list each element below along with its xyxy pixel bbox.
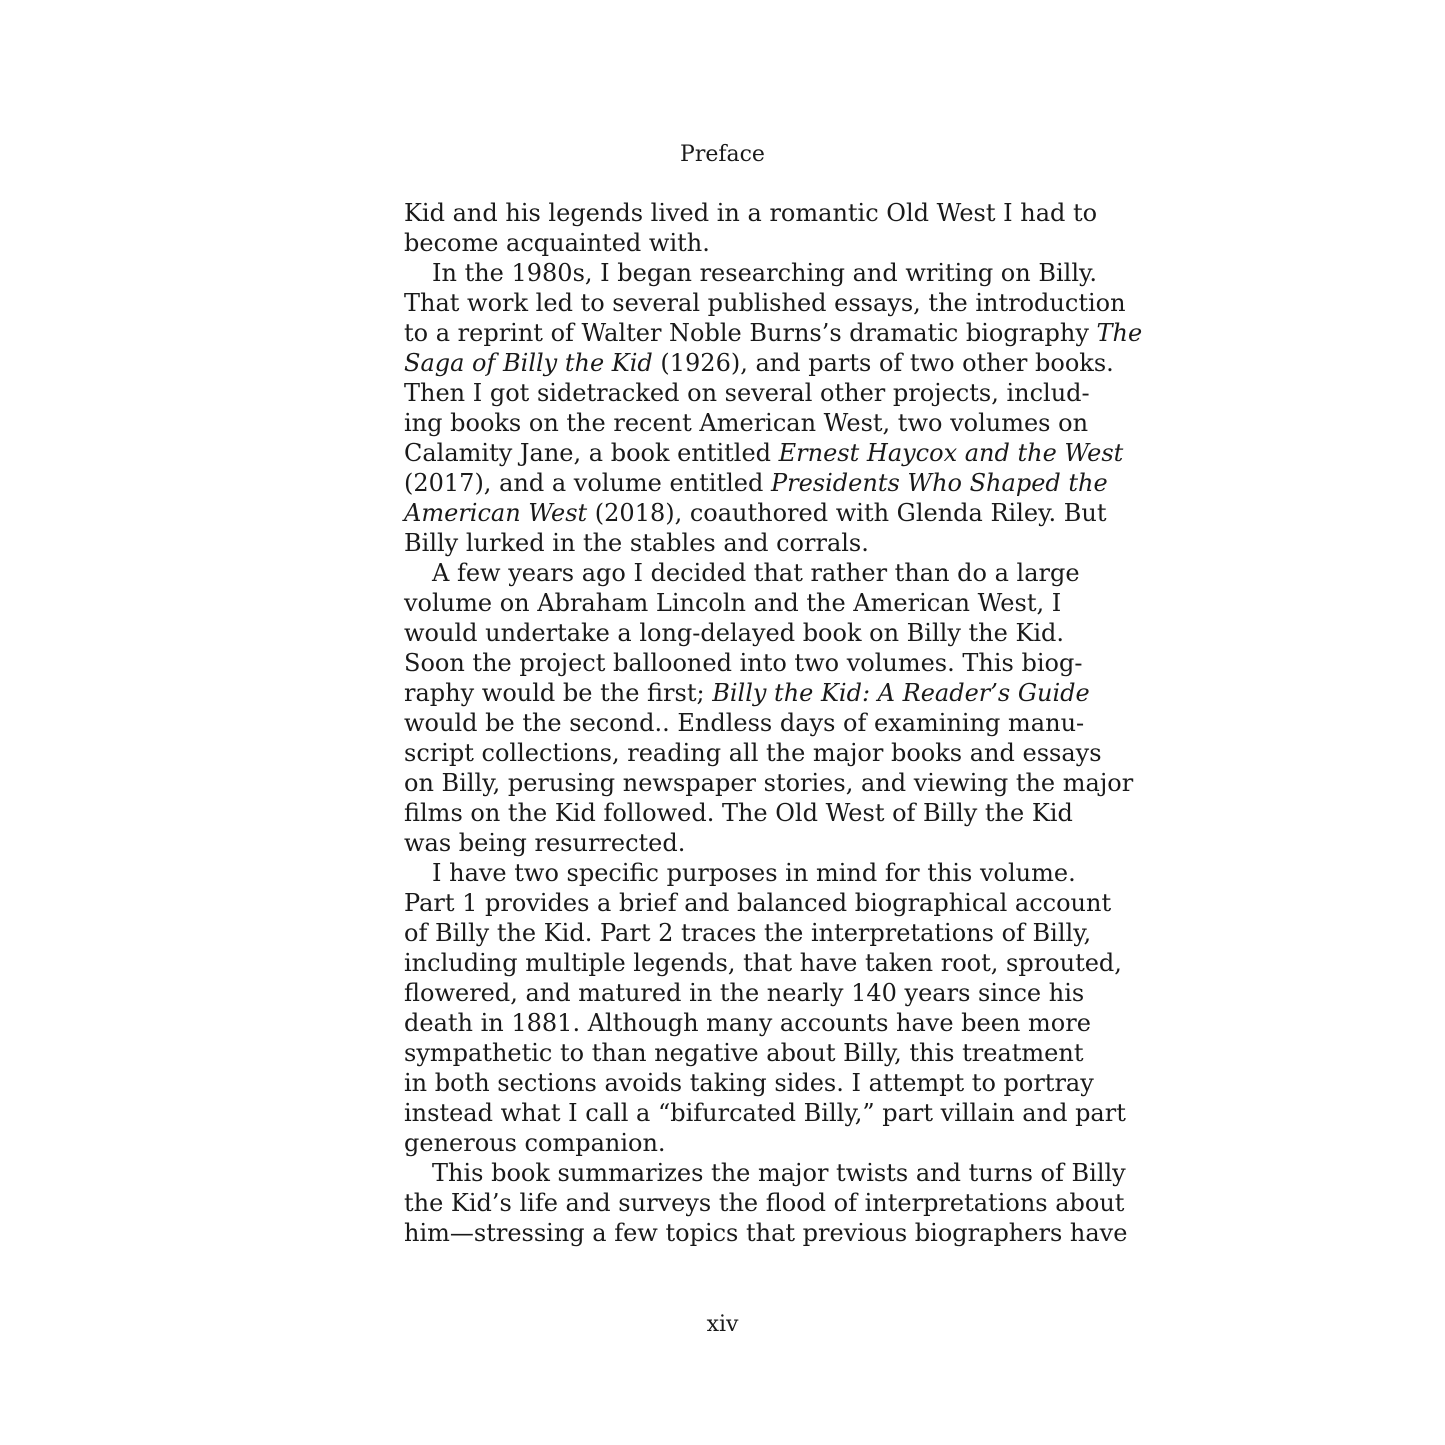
text-line: on Billy, perusing newspaper stories, and viewing the major: [404, 769, 1134, 797]
text-line: Soon the project ballooned into two volumes. This biog-: [404, 649, 1083, 677]
text-line: A few years ago I decided that rather than do a large: [432, 559, 1080, 587]
text-line: This book summarizes the major twists and turns of Billy: [432, 1159, 1126, 1187]
paragraph: [404, 858, 1126, 1158]
text-line: Saga of Billy the Kid (1926), and parts of two other books.: [404, 349, 1114, 377]
text-line: in both sections avoids taking sides. I attempt to portray: [404, 1069, 1094, 1097]
text-line: was being resurrected.: [404, 829, 686, 857]
page-number: xiv: [706, 1312, 739, 1337]
text-line: films on the Kid followed. The Old West of Billy the Kid: [404, 799, 1073, 827]
text-line: the Kid’s life and surveys the flood of interpretations about: [404, 1189, 1125, 1217]
paragraph: [404, 1158, 1128, 1248]
italic-title: Ernest Haycox and the West: [778, 439, 1124, 467]
text-line: Billy lurked in the stables and corrals.: [404, 529, 869, 557]
body-text: [404, 198, 1143, 1248]
text-line: Part 1 provides a brief and balanced biographical account: [404, 889, 1112, 917]
text-line: volume on Abraham Lincoln and the American West, I: [404, 589, 1062, 617]
text-line: I have two specific purposes in mind for this volume.: [432, 859, 1076, 887]
text-line: That work led to several published essays, the introduction: [404, 289, 1126, 317]
text-line: flowered, and matured in the nearly 140 years since his: [404, 979, 1085, 1007]
text-line: Calamity Jane, a book entitled Ernest Haycox and the West: [404, 439, 1124, 467]
italic-title: Billy the Kid: A Reader’s Guide: [712, 679, 1090, 707]
text-line: raphy would be the first; Billy the Kid: A Reader’s Guide: [404, 679, 1090, 707]
text-line: generous companion.: [404, 1129, 666, 1157]
text-line: Then I got sidetracked on several other projects, includ-: [404, 379, 1090, 407]
text-line: to a reprint of Walter Noble Burns’s dramatic biography The: [404, 319, 1143, 347]
text-line: would be the second.. Endless days of examining manu-: [404, 709, 1085, 737]
text-line: would undertake a long-delayed book on Billy the Kid.: [404, 619, 1065, 647]
italic-title: Saga of Billy the Kid: [404, 349, 653, 377]
text-line: script collections, reading all the major books and essays: [404, 739, 1102, 767]
text-line: instead what I call a “bifurcated Billy,” part villain and part: [404, 1099, 1126, 1127]
italic-title: American West: [404, 499, 588, 527]
text-line: of Billy the Kid. Part 2 traces the interpretations of Billy,: [404, 919, 1092, 947]
text-line: In the 1980s, I began researching and writing on Billy.: [432, 259, 1098, 287]
text-line: death in 1881. Although many accounts have been more: [404, 1009, 1091, 1037]
text-line: including multiple legends, that have taken root, sprouted,: [404, 949, 1122, 977]
paragraph: [404, 258, 1143, 558]
italic-title: Presidents Who Shaped the: [770, 469, 1108, 497]
paragraph: [404, 198, 1098, 258]
italic-title: The: [1096, 319, 1143, 347]
paragraph: [404, 558, 1134, 858]
text-line: him—stressing a few topics that previous biographers have: [404, 1219, 1128, 1247]
text-line: ing books on the recent American West, two volumes on: [404, 409, 1089, 437]
text-line: (2017), and a volume entitled Presidents Who Shaped the: [404, 469, 1108, 497]
text-line: become acquainted with.: [404, 229, 710, 257]
text-line: Kid and his legends lived in a romantic Old West I had to: [404, 199, 1098, 227]
text-line: sympathetic to than negative about Billy, this treatment: [404, 1039, 1084, 1067]
running-head: Preface: [680, 142, 765, 167]
text-line: American West (2018), coauthored with Glenda Riley. But: [404, 499, 1107, 527]
